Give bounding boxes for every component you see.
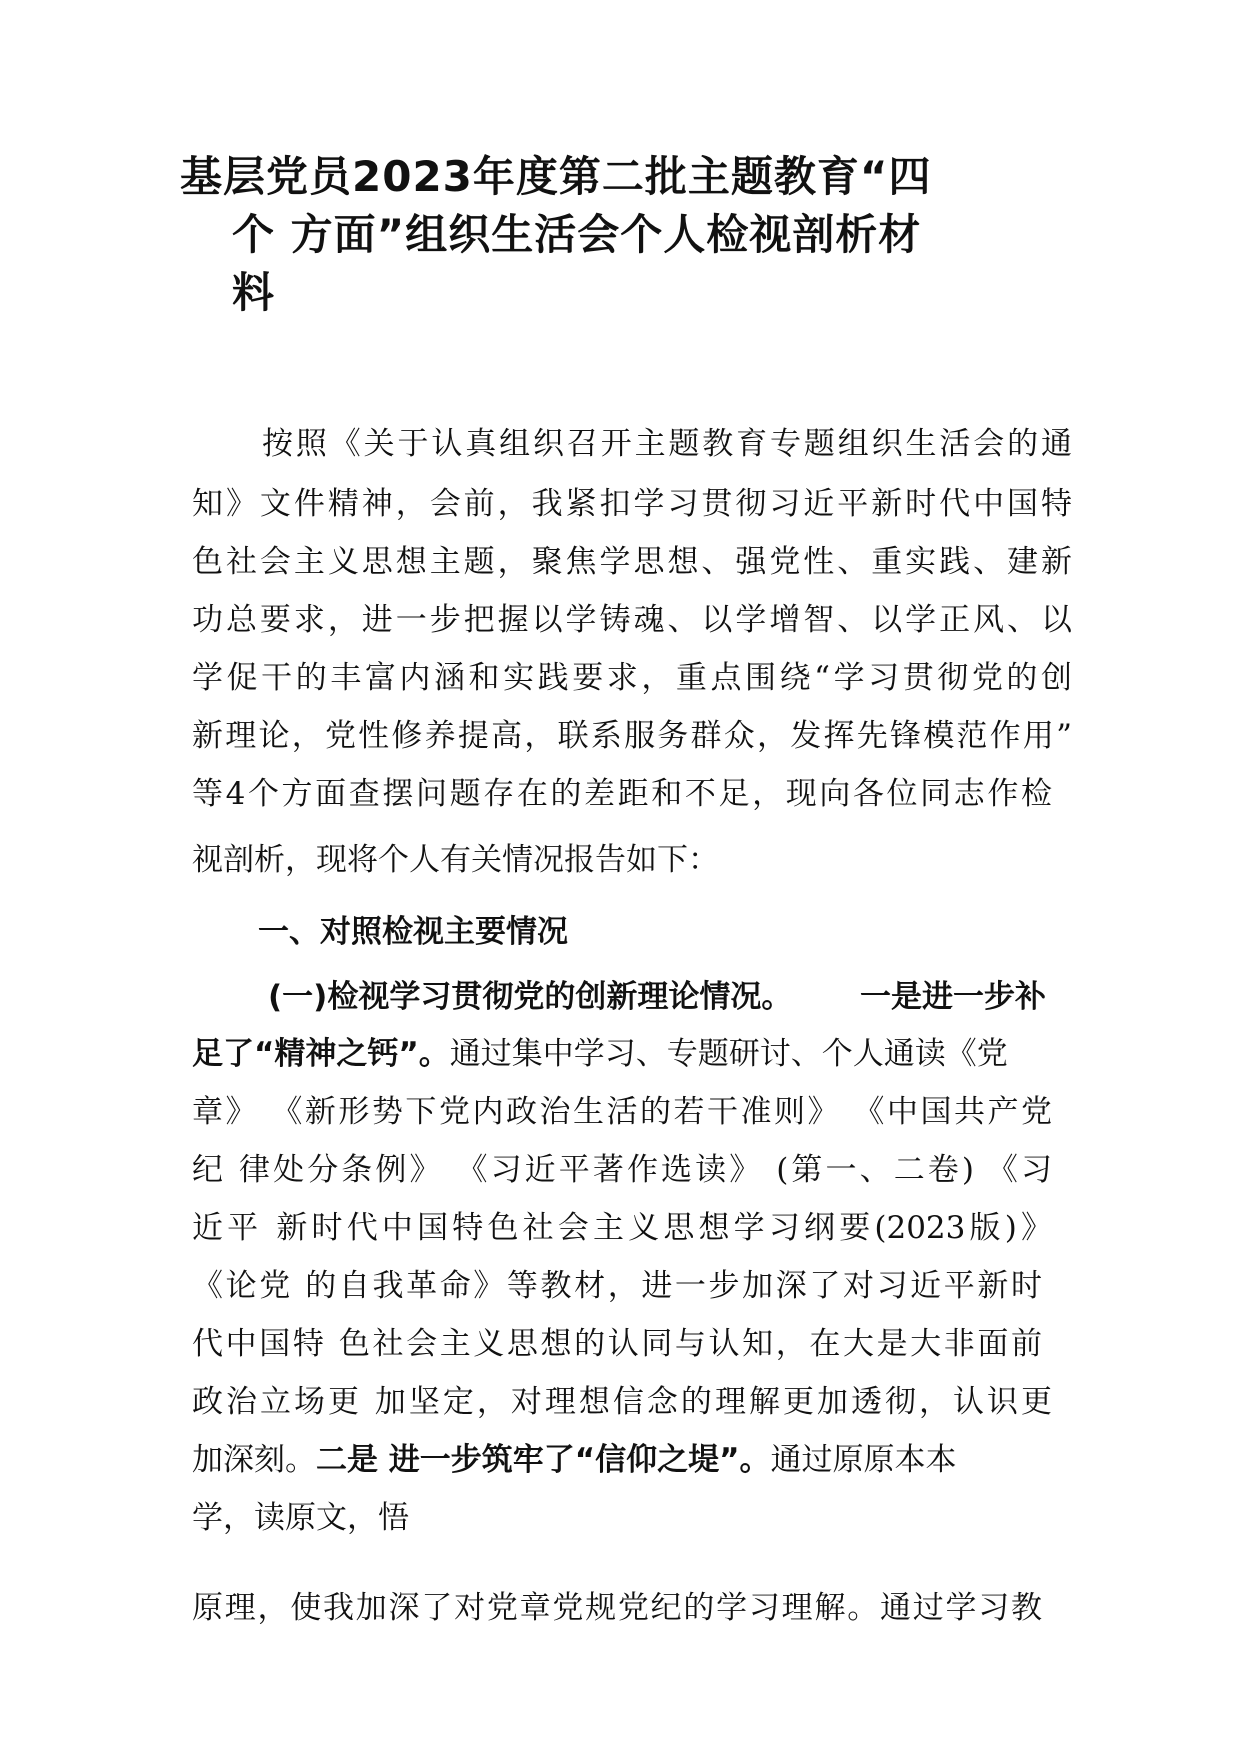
intro-line-8: 视剖析，现将个人有关情况报告如下： [192, 842, 719, 878]
subsection-line-1 [268, 977, 1072, 1017]
point-one-heading-b: 足了“精神之钙”。 [192, 1036, 450, 1072]
intro-line-5: 学促干的丰富内涵和实践要求，重点围绕“学习贯彻党的创 [192, 660, 1072, 696]
paragraph-line-10: 原理，使我加深了对党章党规党纪的学习理解。通过学习教 [192, 1590, 1042, 1626]
paragraph-line-1 [192, 1034, 1072, 1074]
paragraph-line-8-b: 通过原原本本 [770, 1442, 957, 1478]
intro-line-3: 色社会主义思想主题，聚焦学思想、强党性、重实践、建新 [192, 544, 1072, 580]
intro-line-7: 等4个方面查摆问题存在的差距和不足，现向各位同志作检 [192, 776, 1052, 812]
intro-line-6: 新理论，党性修养提高，联系服务群众，发挥先锋模范作用” [192, 718, 1072, 754]
subsection-heading: (一)检视学习贯彻党的创新理论情况。 [268, 979, 793, 1015]
paragraph-line-1-text: 通过集中学习、专题研讨、个人通读《党 [449, 1036, 1008, 1072]
section-heading: 一、对照检视主要情况 [258, 914, 568, 950]
paragraph-line-3: 纪 律处分条例》 《习近平著作选读》 (第一、二卷) 《习 [192, 1152, 1052, 1188]
document-title-line-1: 基层党员2023年度第二批主题教育“四 [180, 152, 932, 201]
paragraph-line-9: 学，读原文，悟 [192, 1500, 409, 1536]
intro-line-4: 功总要求，进一步把握以学铸魂、以学增智、以学正风、以 [192, 602, 1072, 638]
document-title-line-2: 个 方面”组织生活会个人检视剖析材 [232, 210, 922, 259]
intro-line-2: 知》文件精神，会前，我紧扣学习贯彻习近平新时代中国特 [192, 486, 1072, 522]
paragraph-line-4: 近平 新时代中国特色社会主义思想学习纲要(2023版)》 [192, 1210, 1052, 1246]
paragraph-line-8-a: 加深刻。 [192, 1442, 316, 1478]
paragraph-line-2: 章》 《新形势下党内政治生活的若干准则》 《中国共产党 [192, 1094, 1052, 1130]
paragraph-line-7: 政治立场更 加坚定，对理想信念的理解更加透彻，认识更 [192, 1384, 1052, 1420]
intro-line-1: 按照《关于认真组织召开主题教育专题组织生活会的通 [262, 426, 1072, 462]
document-title-line-3: 料 [232, 268, 276, 317]
paragraph-line-5: 《论党 的自我革命》等教材，进一步加深了对习近平新时 [192, 1268, 1042, 1304]
point-two-heading: 二是 进一步筑牢了“信仰之堤”。 [316, 1442, 771, 1478]
point-one-heading-a: 一是进一步补 [860, 979, 1046, 1015]
paragraph-line-6: 代中国特 色社会主义思想的认同与认知，在大是大非面前 [192, 1326, 1042, 1362]
paragraph-line-8 [192, 1440, 1072, 1480]
